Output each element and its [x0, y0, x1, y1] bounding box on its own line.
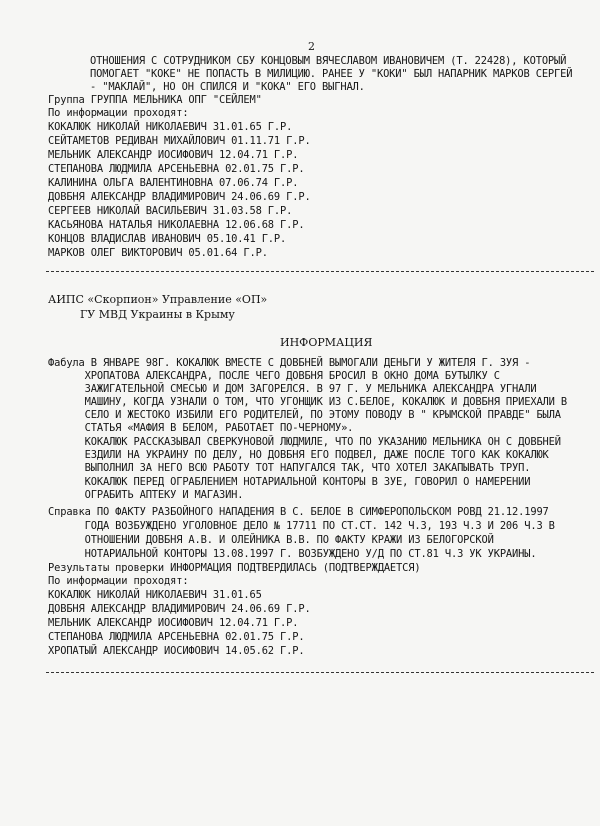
org-line-2: ГУ МВД Украины в Крыму [80, 308, 235, 321]
list-item: ДОВБНЯ АЛЕКСАНДР ВЛАДИМИРОВИЧ 24.06.69 Г.Р. [48, 191, 311, 203]
fabula-line: ХРОПАТОВА АЛЕКСАНДРА, ПОСЛЕ ЧЕГО ДОВБНЯ БРОСИЛ В ОКНО ДОМА БУТЫЛКУ С [48, 370, 500, 382]
info-title: ИНФОРМАЦИЯ [280, 336, 373, 349]
fabula-line: МАШИНУ, КОГДА УЗНАЛИ О ТОМ, ЧТО УГОНЩИК ИЗ С.БЕЛОЕ, КОКАЛЮК И ДОВБНЯ ПРИЕХАЛИ В [48, 396, 567, 408]
group-label: Группа ГРУППА МЕЛЬНИКА ОПГ "СЕЙЛЕМ" [48, 94, 262, 106]
persons-label: По информации проходят: [48, 575, 189, 587]
list-item: СТЕПАНОВА ЛЮДМИЛА АРСЕНЬЕВНА 02.01.75 Г.Р. [48, 163, 305, 175]
list-item: КОНЦОВ ВЛАДИСЛАВ ИВАНОВИЧ 05.10.41 Г.Р. [48, 233, 287, 245]
intro-line: ОТНОШЕНИЯ С СОТРУДНИКОМ СБУ КОНЦОВЫМ ВЯЧЕСЛАВОМ ИВАНОВИЧЕМ (Т. 22428), КОТОРЫЙ [90, 55, 567, 67]
list-item: КОКАЛЮК НИКОЛАЙ НИКОЛАЕВИЧ 31.01.65 Г.Р. [48, 121, 293, 133]
list-item: СЕЙТАМЕТОВ РЕДИВАН МИХАЙЛОВИЧ 01.11.71 Г.Р. [48, 135, 311, 147]
persons-label: По информации проходят: [48, 107, 189, 119]
list-item: КАСЬЯНОВА НАТАЛЬЯ НИКОЛАЕВНА 12.06.68 Г.Р. [48, 219, 305, 231]
org-line-1: АИПС «Скорпион» Управление «ОП» [48, 293, 268, 306]
spravka-line: ОТНОШЕНИИ ДОВБНЯ А.В. И ОЛЕЙНИКА В.В. ПО ФАКТУ КРАЖИ ИЗ БЕЛОГОРСКОЙ [48, 534, 494, 546]
page-number: 2 [308, 40, 315, 53]
fabula-line: СТАТЬЯ «МАФИЯ В БЕЛОМ, РАБОТАЕТ ПО-ЧЕРНОМУ». [48, 422, 354, 434]
spravka-line: Справка ПО ФАКТУ РАЗБОЙНОГО НАПАДЕНИЯ В С. БЕЛОЕ В СИМФЕРОПОЛЬСКОМ РОВД 21.12.1997 [48, 506, 549, 518]
fabula-line: ОГРАБИТЬ АПТЕКУ И МАГАЗИН. [48, 489, 244, 501]
spravka-line: ГОДА ВОЗБУЖДЕНО УГОЛОВНОЕ ДЕЛО № 17711 ПО СТ.СТ. 142 Ч.3, 193 Ч.3 И 206 Ч.3 В [48, 520, 555, 532]
list-item: ХРОПАТЫЙ АЛЕКСАНДР ИОСИФОВИЧ 14.05.62 Г.Р. [48, 645, 305, 657]
list-item: СТЕПАНОВА ЛЮДМИЛА АРСЕНЬЕВНА 02.01.75 Г.Р. [48, 631, 305, 643]
list-item: КОКАЛЮК НИКОЛАЙ НИКОЛАЕВИЧ 31.01.65 [48, 589, 262, 601]
list-item: КАЛИНИНА ОЛЬГА ВАЛЕНТИНОВНА 07.06.74 Г.Р. [48, 177, 299, 189]
list-item: МЕЛЬНИК АЛЕКСАНДР ИОСИФОВИЧ 12.04.71 Г.Р. [48, 617, 299, 629]
fabula-line: КОКАЛЮК ПЕРЕД ОГРАБЛЕНИЕМ НОТАРИАЛЬНОЙ КОНТОРЫ В ЗУЕ, ГОВОРИЛ О НАМЕРЕНИИ [48, 476, 531, 488]
intro-line: - "МАКЛАЙ", НО ОН СПИЛСЯ И "КОКА" ЕГО ВЫГНАЛ. [90, 81, 365, 93]
list-item: МАРКОВ ОЛЕГ ВИКТОРОВИЧ 05.01.64 Г.Р. [48, 247, 268, 259]
list-item: СЕРГЕЕВ НИКОЛАЙ ВАСИЛЬЕВИЧ 31.03.58 Г.Р. [48, 205, 293, 217]
fabula-line: ВЫПОЛНИЛ ЗА НЕГО ВСЮ РАБОТУ ТОТ НАПУГАЛСЯ ТАК, ЧТО ХОТЕЛ ЗАКАПЫВАТЬ ТРУП. [48, 462, 531, 474]
results-line: Результаты проверки ИНФОРМАЦИЯ ПОДТВЕРДИЛАСЬ (ПОДТВЕРЖДАЕТСЯ) [48, 562, 421, 574]
intro-line: ПОМОГАЕТ "КОКЕ" НЕ ПОПАСТЬ В МИЛИЦИЮ. РАНЕЕ У "КОКИ" БЫЛ НАПАРНИК МАРКОВ СЕРГЕЙ [90, 68, 573, 80]
spravka-line: НОТАРИАЛЬНОЙ КОНТОРЫ 13.08.1997 Г. ВОЗБУЖДЕНО У/Д ПО СТ.81 Ч.3 УК УКРАИНЫ. [48, 548, 537, 560]
fabula-line: ЕЗДИЛИ НА УКРАИНУ ПО ДЕЛУ, НО ДОВБНЯ ЕГО ПОДВЕЛ, ДАЖЕ ПОСЛЕ ТОГО КАК КОКАЛЮК [48, 449, 549, 461]
fabula-line: КОКАЛЮК РАССКАЗЫВАЛ СВЕРКУНОВОЙ ЛЮДМИЛЕ, ЧТО ПО УКАЗАНИЮ МЕЛЬНИКА ОН С ДОВБНЕЙ [48, 436, 561, 448]
list-item: ДОВБНЯ АЛЕКСАНДР ВЛАДИМИРОВИЧ 24.06.69 Г.Р. [48, 603, 311, 615]
fabula-line: ЗАЖИГАТЕЛЬНОЙ СМЕСЬЮ И ДОМ ЗАГОРЕЛСЯ. В 97 Г. У МЕЛЬНИКА АЛЕКСАНДРА УГНАЛИ [48, 383, 537, 395]
separator-line [46, 672, 594, 673]
separator-line [46, 271, 594, 272]
fabula-line: СЕЛО И ЖЕСТОКО ИЗБИЛИ ЕГО РОДИТЕЛЕЙ, ПО ЭТОМУ ПОВОДУ В " КРЫМСКОЙ ПРАВДЕ" БЫЛА [48, 409, 561, 421]
list-item: МЕЛЬНИК АЛЕКСАНДР ИОСИФОВИЧ 12.04.71 Г.Р. [48, 149, 299, 161]
fabula-line: Фабула В ЯНВАРЕ 98Г. КОКАЛЮК ВМЕСТЕ С ДОВБНЕЙ ВЫМОГАЛИ ДЕНЬГИ У ЖИТЕЛЯ Г. ЗУЯ - [48, 357, 531, 369]
